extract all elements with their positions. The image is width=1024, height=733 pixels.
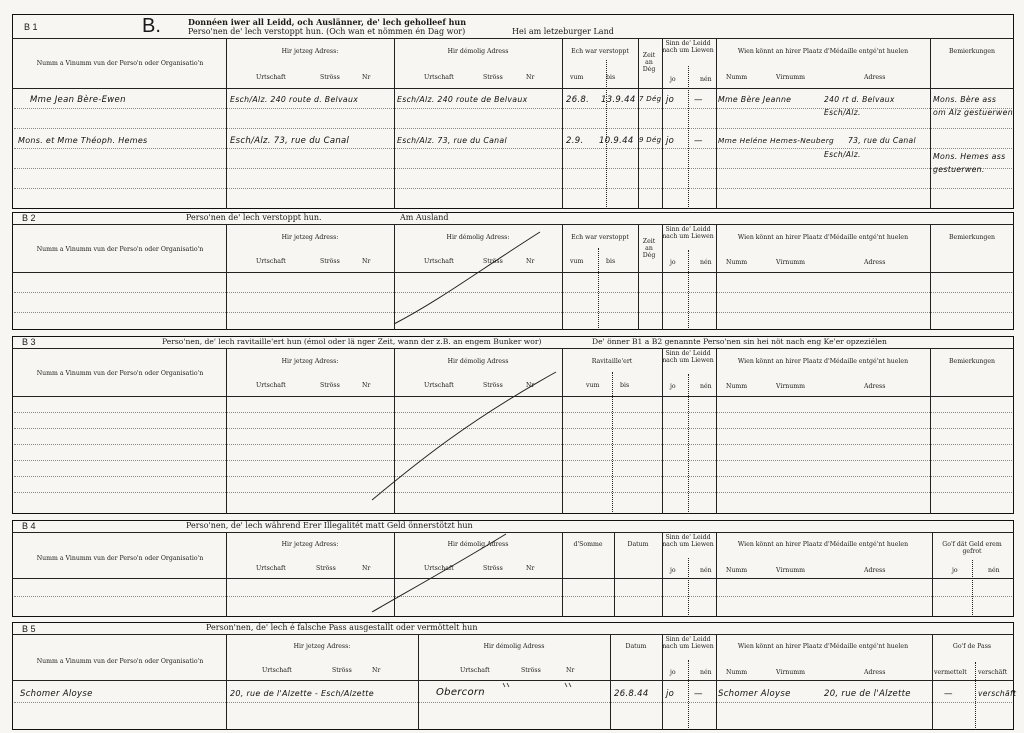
section-b5-title: Person'nen, de' lech é falsche Pass ausgestallt oder vermöttelt hun bbox=[206, 623, 478, 632]
b5-col-firstname: Virnumm bbox=[776, 669, 806, 676]
b3-col-number: Nr bbox=[362, 382, 371, 389]
b3-col-yes: jo bbox=[670, 383, 676, 390]
b3-strikeout-line bbox=[372, 372, 556, 500]
b5-row-name: Schomer Aloyse bbox=[20, 689, 93, 699]
b5-col-forged: verschäft bbox=[978, 669, 1008, 676]
b1-col-current-address: Hir jetzeg Adress: bbox=[281, 48, 339, 55]
section-b2-label: B 2 bbox=[22, 213, 36, 223]
section-b4-title: Perso'nen, de' lech während Erer Illegalitét matt Geld önnerstötzt hun bbox=[186, 521, 473, 530]
b5-col-current-address: Hir jetzeg Adress: bbox=[293, 643, 351, 650]
b5-row-date: 26.8.44 bbox=[614, 689, 649, 699]
b5-row-forged: verschäft bbox=[978, 689, 1017, 698]
b4-col-name: Numm a Vinumm vun der Perso'n oder Organisatio'n bbox=[36, 555, 204, 562]
b3-col-former-address: Hir démolig Adress bbox=[447, 358, 509, 365]
b3-col-town-2: Urtschaft bbox=[424, 382, 454, 389]
b1-col-hid: Ech war verstoppt bbox=[571, 48, 629, 55]
b4-col-surname: Numm bbox=[726, 567, 748, 574]
b1-col-street: Ströss bbox=[320, 74, 340, 81]
b1-row1-remark1: Mons. Bère ass bbox=[933, 95, 997, 104]
b4-col-street-2: Ströss bbox=[483, 565, 503, 572]
b1-col-remarks: Bemierkungen bbox=[948, 48, 995, 55]
b5-col-former-address: Hir démolig Adress bbox=[483, 643, 545, 650]
b3-col-address: Adress bbox=[864, 383, 886, 390]
b5-col-number-2: Nr bbox=[566, 667, 575, 674]
b5-col-number: Nr bbox=[372, 667, 381, 674]
b3-col-firstname: Virnumm bbox=[776, 383, 806, 390]
b1-col-address: Adress bbox=[864, 74, 886, 81]
b1-row2-to: 10.9.44 bbox=[599, 136, 634, 146]
b1-row2-days: 9 Dég bbox=[639, 136, 662, 144]
b1-col-from: vum bbox=[570, 74, 584, 81]
b1-col-number-2: Nr bbox=[526, 74, 535, 81]
b3-col-to: bis bbox=[620, 382, 630, 389]
b4-col-town: Urtschaft bbox=[256, 565, 286, 572]
b3-col-remarks: Bemierkungen bbox=[948, 358, 995, 365]
b1-col-medal: Wien könnt an hirer Plaatz d'Médaille entgé'nt huelen bbox=[737, 48, 909, 55]
section-b2-title-right: Am Ausland bbox=[400, 213, 449, 222]
b1-row1-medal-addr1: 240 rt d. Belvaux bbox=[824, 95, 895, 104]
b3-col-street-2: Ströss bbox=[483, 382, 503, 389]
b1-row1-name: Mme Jean Bère-Ewen bbox=[30, 95, 126, 105]
b1-col-no: nén bbox=[700, 76, 712, 83]
b5-col-street: Ströss bbox=[332, 667, 352, 674]
b5-col-medal: Wien könnt an hirer Plaatz d'Médaille entgé'nt huelen bbox=[737, 643, 909, 650]
b4-col-street: Ströss bbox=[316, 565, 336, 572]
b1-row2-remark1: Mons. Hemes ass bbox=[933, 152, 1006, 161]
b3-col-current-address: Hir jetzeg Adress: bbox=[281, 358, 339, 365]
b1-row2-alive: jo bbox=[666, 136, 675, 146]
b5-row-medal-address: 20, rue de l'Alzette bbox=[824, 689, 911, 699]
b1-col-surname: Numm bbox=[726, 74, 748, 81]
b2-col-town: Urtschaft bbox=[256, 258, 286, 265]
b2-col-town-2: Urtschaft bbox=[424, 258, 454, 265]
section-b3-label: B 3 bbox=[22, 337, 36, 347]
b1-row1-medal-addr2: Esch/Alz. bbox=[824, 108, 861, 117]
b1-col-time: Zeit an Dég bbox=[642, 52, 656, 74]
b3-col-number-2: Nr bbox=[526, 382, 535, 389]
b5-col-pass-given: Go'f de Pass bbox=[952, 643, 992, 650]
b5-col-date: Datum bbox=[625, 643, 647, 650]
b5-row-alive: jo bbox=[666, 689, 675, 699]
b1-col-town: Urtschaft bbox=[256, 74, 286, 81]
b1-col-number: Nr bbox=[362, 74, 371, 81]
b1-col-former-address: Hir démolig Adress bbox=[447, 48, 509, 55]
b2-col-street-2: Ströss bbox=[483, 258, 503, 265]
b4-col-sum: d'Somme bbox=[573, 541, 603, 548]
b5-col-surname: Numm bbox=[726, 669, 748, 676]
b1-row1-former-address: Esch/Alz. 240 route de Belvaux bbox=[397, 95, 528, 104]
b3-col-no: nén bbox=[700, 383, 712, 390]
b2-col-firstname: Virnumm bbox=[776, 259, 806, 266]
b4-col-no: nén bbox=[700, 567, 712, 574]
b3-col-street: Ströss bbox=[320, 382, 340, 389]
b1-row1-to: 13.9.44 bbox=[601, 95, 636, 105]
b4-col-yes: jo bbox=[670, 567, 676, 574]
b2-col-no: nén bbox=[700, 259, 712, 266]
b4-col-date: Datum bbox=[627, 541, 649, 548]
b4-col-number: Nr bbox=[362, 565, 371, 572]
b3-col-ravitaille: Ravitaille'ert bbox=[591, 358, 633, 365]
b3-col-name: Numm a Vinumm vun der Perso'n oder Organisatio'n bbox=[36, 370, 204, 377]
b5-row-current-address: 20, rue de l'Alzette - Esch/Alzette bbox=[230, 689, 374, 698]
b3-col-surname: Numm bbox=[726, 383, 748, 390]
b4-col-town-2: Urtschaft bbox=[424, 565, 454, 572]
b2-col-time: Zeit an Dég bbox=[642, 238, 656, 260]
b1-row2-current-address: Esch/Alz. 73, rue du Canal bbox=[230, 136, 350, 146]
b5-col-yes: jo bbox=[670, 669, 676, 676]
section-b2-title: Perso'nen de' lech verstoppt hun. bbox=[186, 213, 322, 222]
b2-strikeout-line bbox=[394, 232, 540, 324]
b2-col-from: vum bbox=[570, 258, 584, 265]
b2-col-name: Numm a Vinumm vun der Perso'n oder Organisatio'n bbox=[36, 246, 204, 253]
b4-col-rescued: Sinn de' Leidd nach um Liewen bbox=[662, 534, 714, 549]
b5-row-dash: — bbox=[694, 689, 703, 699]
b5-col-rescued: Sinn de' Leidd nach um Liewen bbox=[662, 636, 714, 651]
b2-col-address: Adress bbox=[864, 259, 886, 266]
b5-row-former-town: Obercorn bbox=[436, 687, 485, 698]
b1-col-street-2: Ströss bbox=[483, 74, 503, 81]
section-letter: B. bbox=[142, 15, 161, 37]
b4-col-number-2: Nr bbox=[526, 565, 535, 572]
b2-col-remarks: Bemierkungen bbox=[948, 234, 995, 241]
b3-col-from: vum bbox=[586, 382, 600, 389]
b1-row1-remark2: om Alz gestuerwen bbox=[933, 108, 1013, 117]
b4-col-former-address: Hir démolig Adress bbox=[447, 541, 509, 548]
b4-col-no-2: nén bbox=[988, 567, 1000, 574]
b1-row2-name: Mons. et Mme Théoph. Hemes bbox=[18, 136, 148, 145]
b1-row1-medal-name: Mme Bère Jeanne bbox=[718, 95, 792, 104]
b5-col-issued: vermettelt bbox=[934, 669, 967, 676]
b5-col-street-2: Ströss bbox=[521, 667, 541, 674]
b2-col-surname: Numm bbox=[726, 259, 748, 266]
b2-col-current-address: Hir jetzeg Adress: bbox=[281, 234, 339, 241]
section-b5-label: B 5 bbox=[22, 624, 36, 634]
b2-col-street: Ströss bbox=[320, 258, 340, 265]
b5-col-name: Numm a Vinumm vun der Perso'n oder Organisatio'n bbox=[36, 658, 204, 665]
title-line-1: Donnéen iwer all Leidd, och Auslänner, de' lech geholleef hun bbox=[188, 17, 467, 27]
b5-row-medal-name: Schomer Aloyse bbox=[718, 689, 791, 699]
b2-col-former-address: Hir démolig Adress: bbox=[446, 234, 510, 241]
b1-row1-current-address: Esch/Alz. 240 route d. Belvaux bbox=[230, 95, 359, 104]
section-b3-title: Perso'nen, de' lech ravitaille'ert hun (émol oder lä nger Zeit, wann der z.B. an engem Bunker wor) bbox=[162, 337, 542, 346]
b1-row2-medal-addr1: 73, rue du Canal bbox=[848, 136, 916, 145]
b5-col-address: Adress bbox=[864, 669, 886, 676]
b2-col-hid: Ech war verstoppt bbox=[571, 234, 629, 241]
b2-col-number-2: Nr bbox=[526, 258, 535, 265]
b1-row2-medal-addr2: Esch/Alz. bbox=[824, 150, 861, 159]
b3-col-rescued: Sinn de' Leidd nach um Liewen bbox=[662, 350, 714, 365]
b1-col-to: bis bbox=[606, 74, 616, 81]
b4-col-yes-2: jo bbox=[952, 567, 958, 574]
b1-row2-medal-name: Mme Heléne Hemes-Neuberg bbox=[718, 136, 835, 145]
b4-strikeout-line bbox=[372, 534, 506, 612]
b1-col-firstname: Virnumm bbox=[776, 74, 806, 81]
b1-col-rescued: Sinn de' Leidd nach um Liewen bbox=[662, 40, 714, 55]
b4-col-money-given: Go'f dät Geld erem gefrot bbox=[942, 541, 1002, 556]
b3-col-town: Urtschaft bbox=[256, 382, 286, 389]
b5-col-town-2: Urtschaft bbox=[460, 667, 490, 674]
section-b1-label: B 1 bbox=[24, 22, 38, 32]
b4-col-firstname: Virnumm bbox=[776, 567, 806, 574]
b2-col-number: Nr bbox=[362, 258, 371, 265]
b2-col-to: bis bbox=[606, 258, 616, 265]
b4-col-medal: Wien könnt an hirer Plaatz d'Médaille entgé'nt huelen bbox=[737, 541, 909, 548]
b5-row-issued: — bbox=[944, 689, 953, 699]
b1-row1-from: 26.8. bbox=[566, 95, 590, 105]
b2-col-medal: Wien könnt an hirer Plaatz d'Médaille entgé'nt huelen bbox=[737, 234, 909, 241]
b1-col-yes: jo bbox=[670, 76, 676, 83]
b4-col-address: Adress bbox=[864, 567, 886, 574]
b2-col-yes: jo bbox=[670, 259, 676, 266]
section-b3-title-right: De' önner B1 a B2 genannte Perso'nen sin hei nöt nach eng Ke'er opzeziélen bbox=[592, 337, 887, 346]
b1-row1-dash: — bbox=[694, 95, 703, 105]
b1-row2-remark2: gestuerwen. bbox=[933, 165, 985, 174]
title-line-2: Perso'nen de' lech verstoppt hun. (Och wan et nömmen én Dag wor) bbox=[188, 27, 466, 36]
b1-col-town-2: Urtschaft bbox=[424, 74, 454, 81]
title-right: Hei am letzeburger Land bbox=[512, 27, 614, 36]
b1-row1-alive: jo bbox=[666, 95, 675, 105]
b5-ditto-marks bbox=[503, 683, 571, 687]
b4-col-current-address: Hir jetzeg Adress: bbox=[281, 541, 339, 548]
b1-row2-dash: — bbox=[694, 136, 703, 146]
b1-col-name: Numm a Vinumm vun der Perso'n oder Organisatio'n bbox=[36, 60, 204, 67]
b1-row1-days: 7 Dég bbox=[639, 95, 662, 103]
b2-col-rescued: Sinn de' Leidd nach um Liewen bbox=[662, 226, 714, 241]
section-b4-label: B 4 bbox=[22, 521, 36, 531]
b1-row2-from: 2.9. bbox=[566, 136, 584, 146]
b5-col-town: Urtschaft bbox=[262, 667, 292, 674]
b3-col-medal: Wien könnt an hirer Plaatz d'Médaille entgé'nt huelen bbox=[737, 358, 909, 365]
b5-col-no: nén bbox=[700, 669, 712, 676]
b1-row2-former-address: Esch/Alz. 73, rue du Canal bbox=[397, 136, 507, 145]
